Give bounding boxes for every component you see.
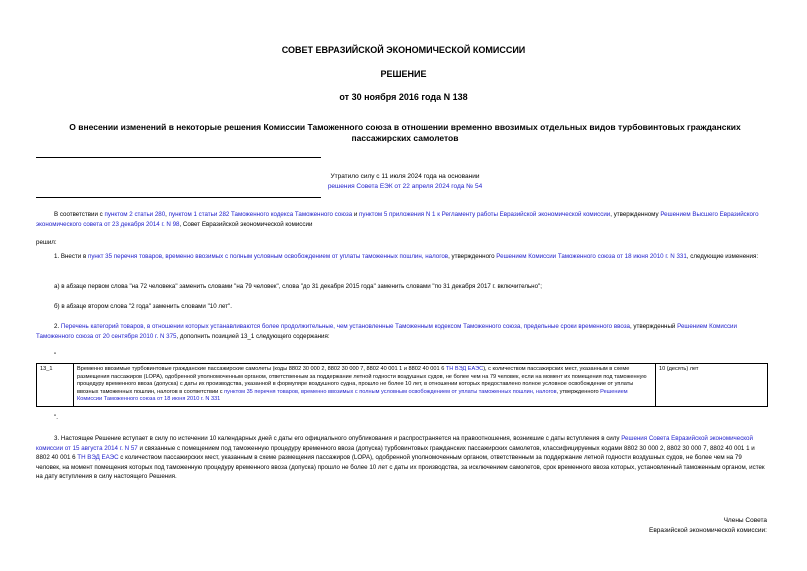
item-1-text-2: , утвержденного xyxy=(448,253,497,260)
status-note-text: Утратило силу с 11 июля 2024 года на основании xyxy=(330,173,480,180)
table-cell-term: 10 (десять) лет xyxy=(656,364,768,407)
link-decision-331-table[interactable]: Решением Комиссии Таможенного союза от 18 июня 2010 г. N 331 xyxy=(77,388,628,403)
link-regulation[interactable]: пунктом 5 приложения N 1 к Регламенту работы Евразийской экономической комиссии xyxy=(359,211,611,218)
item-2-text-1: 2. xyxy=(54,323,61,330)
item-2-paragraph xyxy=(36,322,768,341)
link-tn-ved-1[interactable]: ТН ВЭД ЕАЭС xyxy=(445,366,484,372)
document-title: О внесении изменений в некоторые решения Комиссии Таможенного союза в отношении временно ввозимых отдельных видов турбовинтовых гражданских пассажирских самолетов xyxy=(69,122,741,143)
resolved-label: решил: xyxy=(36,239,57,246)
quote-open: " xyxy=(54,352,57,359)
item-3-paragraph xyxy=(36,434,768,482)
link-article-280[interactable]: пунктом 2 статьи 280 xyxy=(104,211,166,218)
desc-text-3: , утвержденного xyxy=(556,388,601,395)
quote-close: ". xyxy=(54,414,58,421)
link-tn-ved-2[interactable]: ТН ВЭД ЕАЭС xyxy=(77,454,119,461)
link-item-35[interactable]: пункт 35 перечня товаров, временно ввозимых с полным условным освобождением от уплаты таможенных пошлин, налогов xyxy=(87,253,449,260)
item-1b-paragraph: б) в абзаце втором слова "2 года" заменить словами "10 лет". xyxy=(54,303,232,310)
preamble-text-1: В соответствии с xyxy=(54,211,105,218)
link-article-282[interactable]: пунктом 1 статьи 282 Таможенного кодекса Таможенного союза xyxy=(168,211,353,218)
table-cell-description xyxy=(74,364,656,407)
desc-text-2: ), с количеством пассажирских мест, указанным в схеме размещения пассажиров (LOPA), одобренной уполномоченным органом, ответственным за поддержание летной годности воздушных судов, не более чем на 79 человек, если на момент их помещения под таможенную процедуру временного ввоза (допуска) с даты их производства, указанной в формуляре воздушного судна, прошло не более 10 лет, в отношении которых предоставлено полное условное освобождение от уплаты ввозных таможенных пошлин, налогов в соответствии с xyxy=(77,366,647,395)
item-3-text-2: и связанные с помещением под таможенную процедуру временного ввоза (допуска) турбовинтовых гражданских пассажирских самолетов, классифицируемых кодами 8802 30 000 2, 8802 30 000 7, 8802 40 001 1 и 8802 40 001 6 xyxy=(36,444,755,461)
signature-block xyxy=(649,516,767,536)
status-note-link[interactable]: решения Совета ЕЭК от 22 апреля 2024 года № 54 xyxy=(327,183,483,190)
item-3-text-1: 3. Настоящее Решение вступает в силу по истечении 10 календарных дней с даты его официального опубликования и распространяется на правоотношения, возникшие с даты вступления в силу xyxy=(54,435,622,442)
preamble-text-4: , утвержденному xyxy=(610,211,661,218)
desc-text-1: Временно ввозимые турбовинтовые гражданские пассажирские самолеты (коды 8802 30 000 2, 8802 30 000 7, 8802 40 001 1 и 8802 40 001 6 xyxy=(77,366,446,372)
preamble-text-2: , xyxy=(165,211,169,218)
preamble-text-5: , Совет Евразийской экономической комиссии xyxy=(179,220,313,228)
divider-bottom xyxy=(36,197,321,198)
insertion-table xyxy=(36,363,768,407)
link-categories-list[interactable]: Перечень категорий товаров, в отношении которых устанавливаются более продолжительные, чем установленные Таможенным кодексом Таможенного союза, предельные сроки временного ввоза xyxy=(60,323,630,330)
link-decision-331[interactable]: Решением Комиссии Таможенного союза от 18 июня 2010 г. N 331 xyxy=(496,253,687,260)
preamble-paragraph xyxy=(36,210,768,229)
table-cell-code: 13_1 xyxy=(37,364,74,407)
date-number-heading: от 30 ноября 2016 года N 138 xyxy=(339,92,468,102)
doc-type-heading: РЕШЕНИЕ xyxy=(380,69,427,79)
status-note xyxy=(250,172,560,192)
link-decision-375[interactable]: Решением Комиссии Таможенного союза от 20 сентября 2010 г. N 375 xyxy=(36,323,737,340)
item-3-text-3: с количеством пассажирских мест, указанным в схеме размещения пассажиров (LOPA), одобренной уполномоченным органом, ответственным за поддержание летной годности воздушных судов, не более чем на 79 человек, на момент помещения которых под таможенную процедуру временного ввоза (допуска) прошло не более 10 лет с даты их производства, за исключением самолетов, срок временного ввоза которых, установленный таможенным органом, истек на дату вступления в силу настоящего Решения. xyxy=(36,454,765,480)
link-item-35-table[interactable]: пунктом 35 перечня товаров, временно ввозимых с полным условным освобождением от уплаты таможенных пошлин, налогов xyxy=(224,388,557,395)
link-decision-98[interactable]: Решением Высшего Евразийского экономического совета от 23 декабря 2014 г. N 98 xyxy=(36,211,759,228)
item-1-text-1: 1. Внести в xyxy=(54,253,88,260)
org-heading: СОВЕТ ЕВРАЗИЙСКОЙ ЭКОНОМИЧЕСКОЙ КОМИССИИ xyxy=(281,45,526,55)
signature-line-2: Евразийской экономической комиссии: xyxy=(649,527,767,534)
item-2-text-2: , утвержденный xyxy=(629,323,678,330)
divider-top xyxy=(36,157,321,158)
link-decision-57[interactable]: Решения Совета Евразийской экономической комиссии от 15 августа 2014 г. N 57 xyxy=(36,435,753,452)
item-1a-paragraph: а) в абзаце первом слова "на 72 человека" заменить словами "на 79 человек", слова "до 31 декабря 2015 года" заменить словами "по 31 декабря 2017 г. включительно"; xyxy=(54,283,542,290)
item-1-text-3: , следующие изменения: xyxy=(686,253,759,260)
item-2-text-3: , дополнить позицией 13_1 следующего содержания: xyxy=(176,332,330,340)
signature-line-1: Члены Совета xyxy=(723,517,767,524)
preamble-text-3: и xyxy=(352,211,360,218)
table-row xyxy=(37,364,768,407)
item-1-paragraph xyxy=(36,252,768,262)
